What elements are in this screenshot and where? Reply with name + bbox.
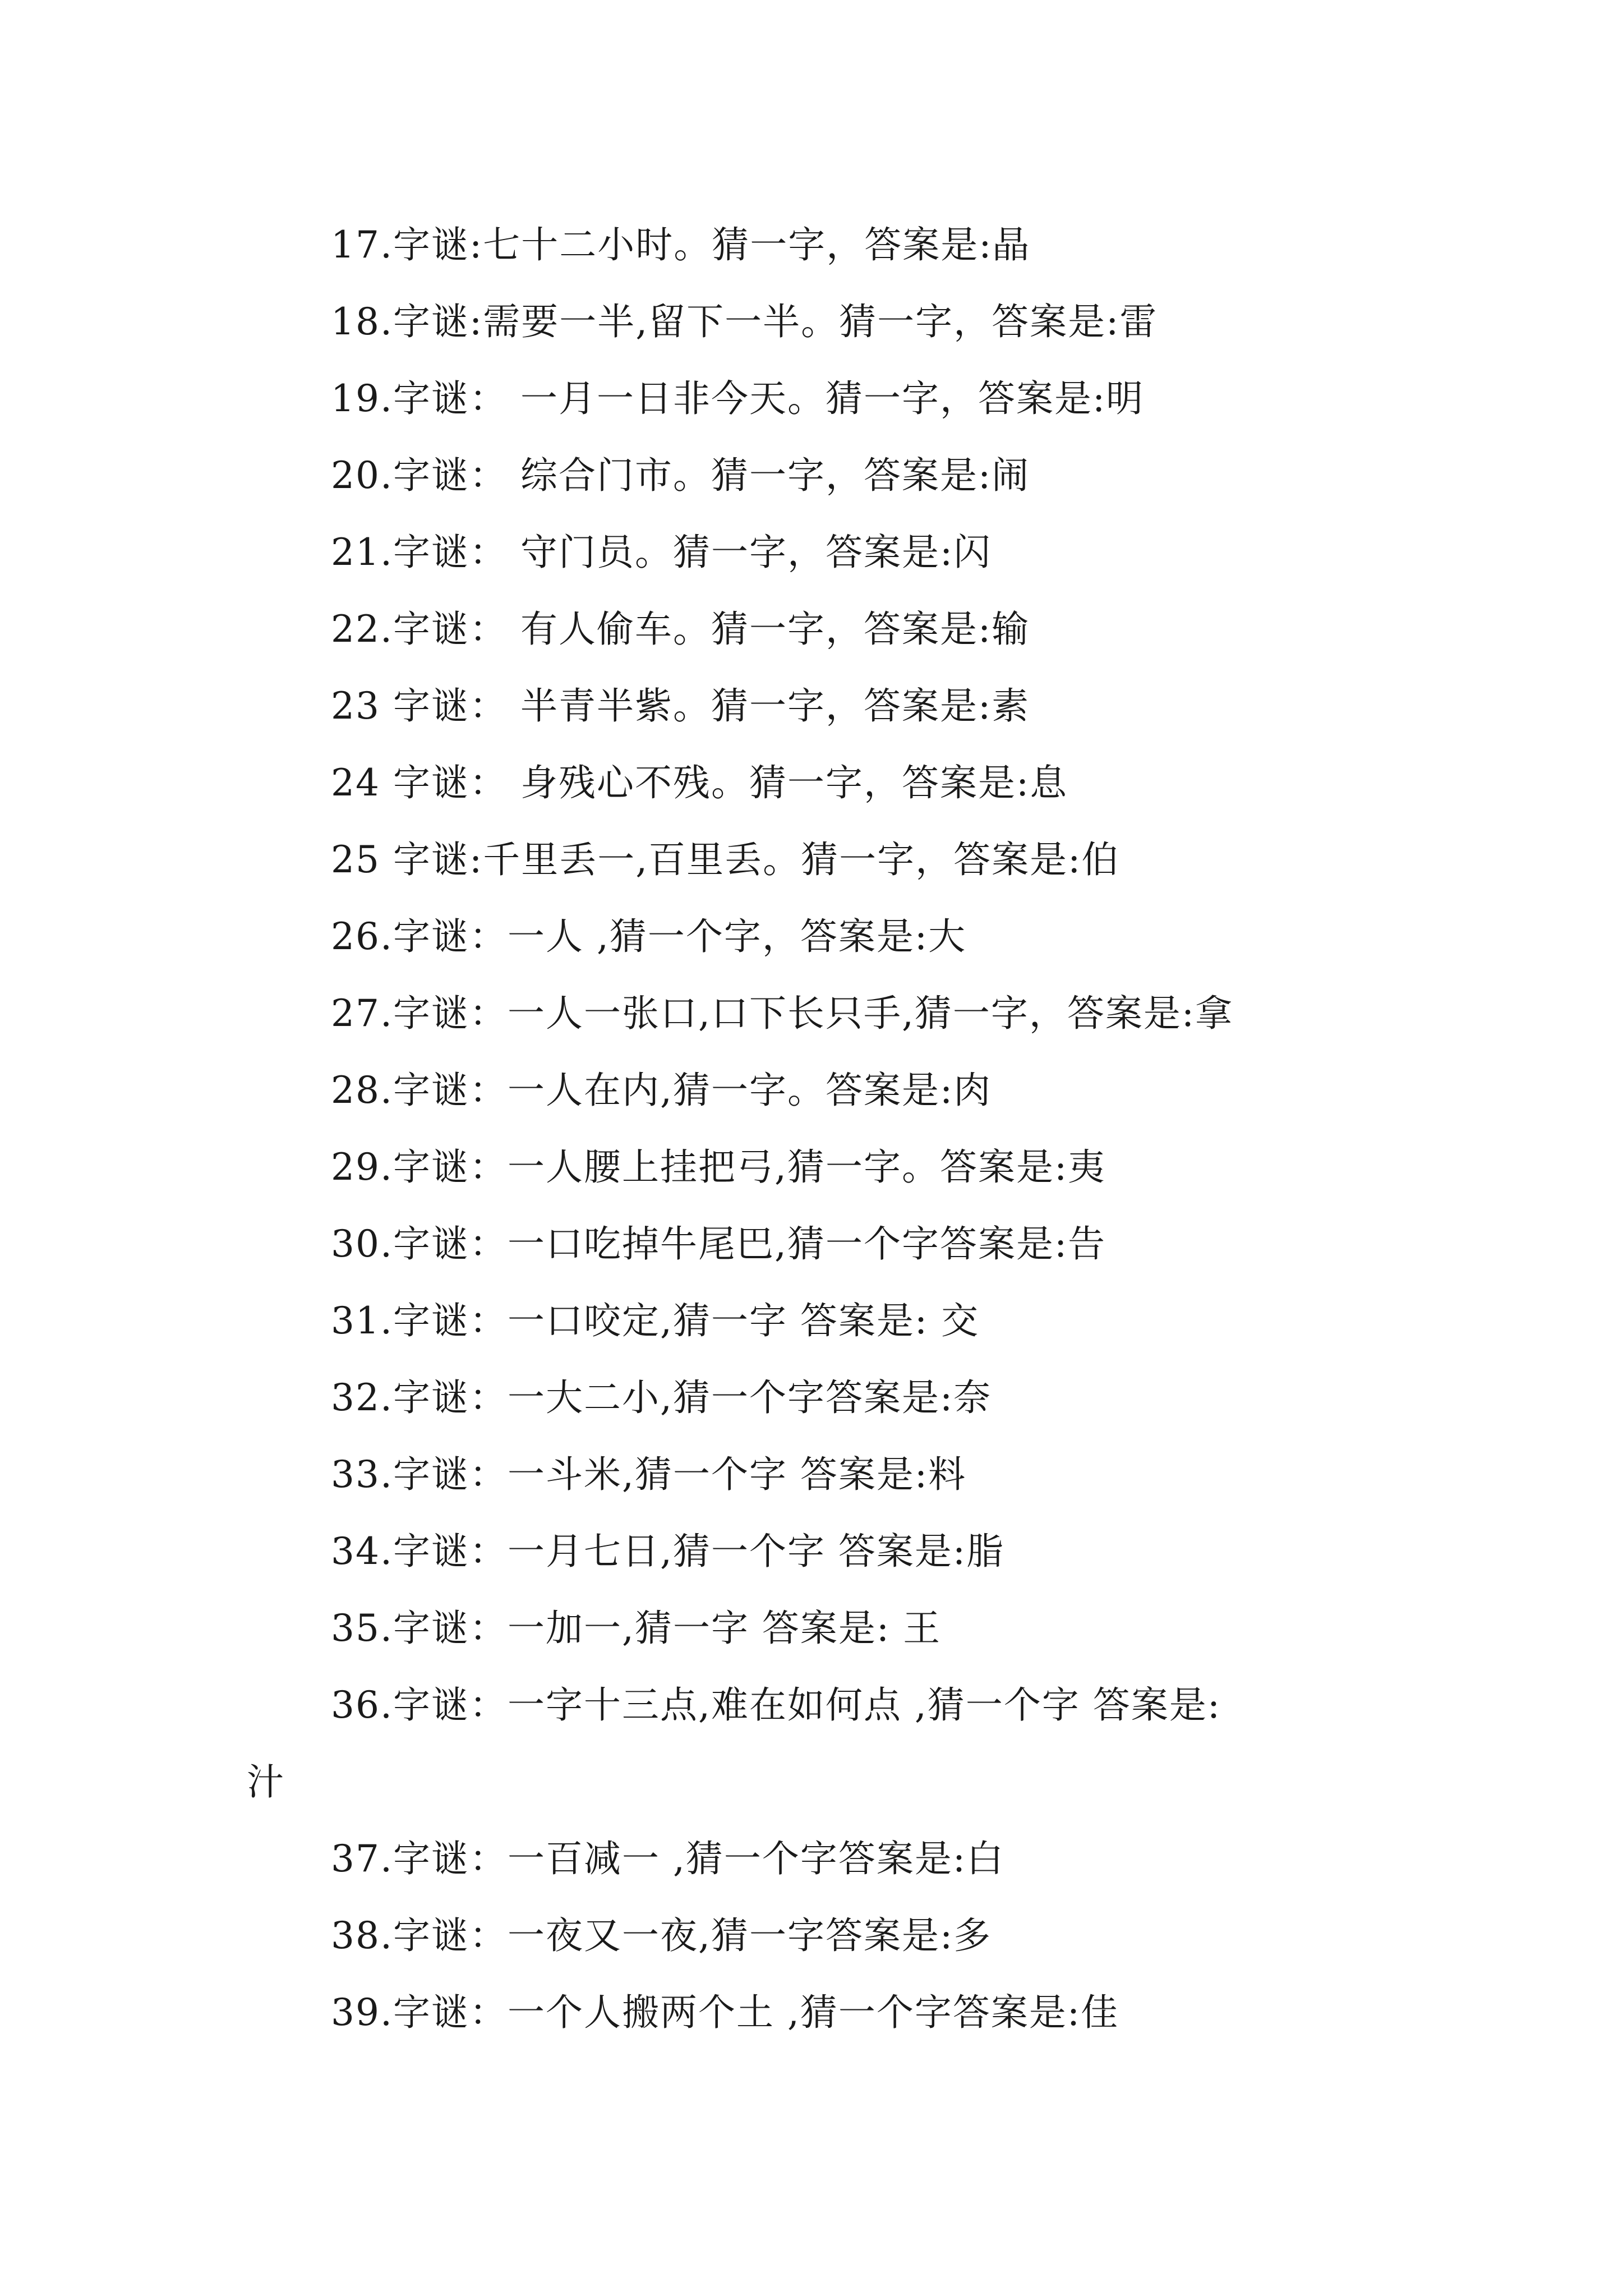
- riddle-line-24: 24 字谜： 身残心不残。猜一字，答案是:息: [331, 761, 1068, 804]
- riddle-line-38: 38.字谜：一夜又一夜,猜一字答案是:多: [331, 1914, 992, 1957]
- riddle-line-23: 23 字谜： 半青半紫。猜一字，答案是:素: [331, 684, 1030, 728]
- riddle-line-29: 29.字谜：一人腰上挂把弓,猜一字。答案是:夷: [331, 1145, 1106, 1189]
- riddle-line-18: 18.字谜:需要一半,留下一半。猜一字，答案是:雷: [331, 300, 1158, 343]
- riddle-list: [247, 206, 1402, 2051]
- riddle-line-21: 21.字谜： 守门员。猜一字，答案是:闪: [331, 531, 992, 574]
- riddle-line-22: 22.字谜： 有人偷车。猜一字，答案是:输: [331, 608, 1030, 651]
- riddle-line-26: 26.字谜：一人 ,猜一个字，答案是:大: [331, 915, 967, 958]
- riddle-line-30: 30.字谜：一口吃掉牛尾巴,猜一个字答案是:告: [331, 1222, 1106, 1266]
- riddle-line-36: 36.字谜：一字十三点,难在如何点 ,猜一个字 答案是:: [331, 1683, 1221, 1727]
- riddle-line-35: 35.字谜：一加一,猜一字 答案是: 王: [331, 1607, 942, 1650]
- riddle-line-36-continuation: 汁: [247, 1760, 285, 1803]
- riddle-line-33: 33.字谜：一斗米,猜一个字 答案是:料: [331, 1453, 967, 1496]
- riddle-line-37: 37.字谜：一百减一 ,猜一个字答案是:白: [331, 1837, 1005, 1880]
- riddle-line-27: 27.字谜：一人一张口,口下长只手,猜一字，答案是:拿: [331, 992, 1234, 1035]
- riddle-line-17: 17.字谜:七十二小时。猜一字，答案是:晶: [331, 223, 1031, 266]
- riddle-line-28: 28.字谜：一人在内,猜一字。答案是:肉: [331, 1069, 992, 1112]
- riddle-line-20: 20.字谜： 综合门市。猜一字，答案是:闹: [331, 454, 1030, 497]
- riddle-line-34: 34.字谜：一月七日,猜一个字 答案是:脂: [331, 1530, 1005, 1573]
- riddle-line-39: 39.字谜：一个人搬两个土 ,猜一个字答案是:佳: [331, 1991, 1119, 2034]
- riddle-line-19: 19.字谜： 一月一日非今天。猜一字，答案是:明: [331, 377, 1145, 420]
- riddle-line-32: 32.字谜：一大二小,猜一个字答案是:奈: [331, 1376, 992, 1419]
- riddle-line-31: 31.字谜：一口咬定,猜一字 答案是: 交: [331, 1299, 980, 1342]
- riddle-line-25: 25 字谜:千里丢一,百里丢。猜一字，答案是:伯: [331, 838, 1120, 881]
